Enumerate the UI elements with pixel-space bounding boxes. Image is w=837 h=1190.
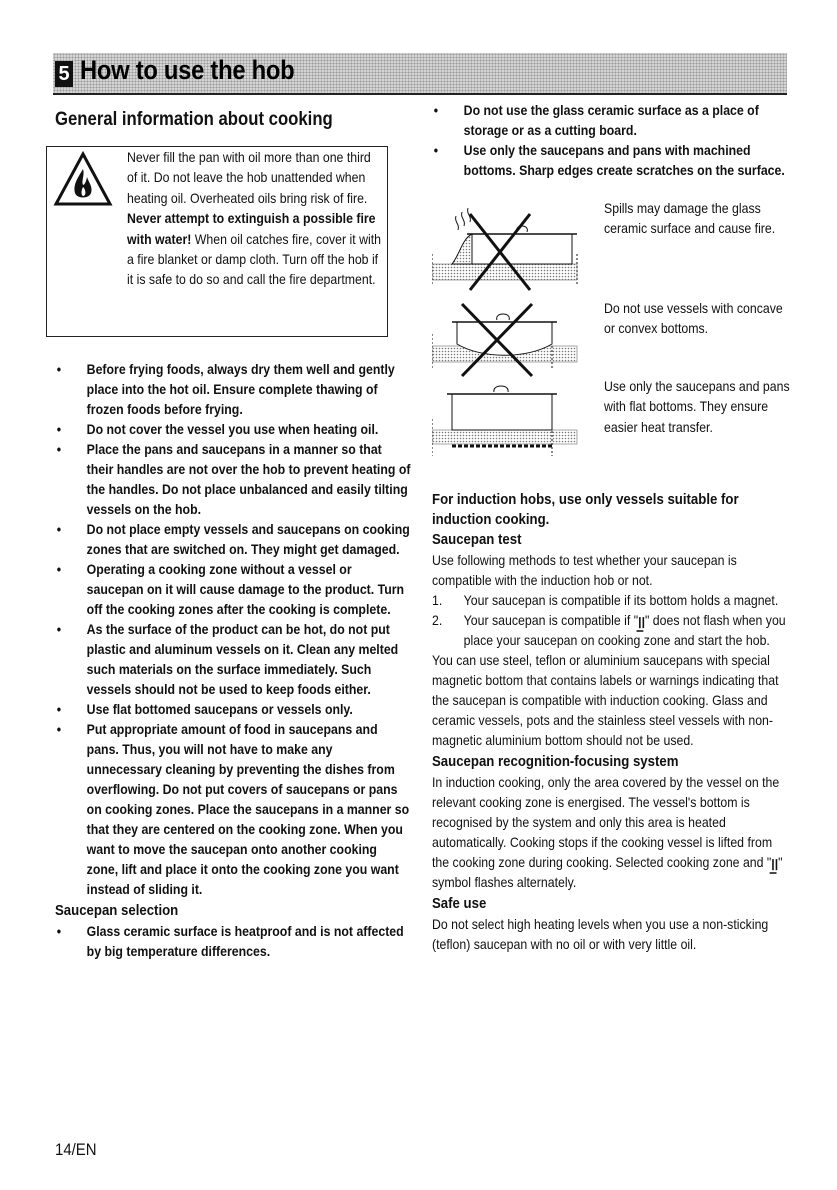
cooking-tips-list bbox=[55, 359, 411, 899]
spill-pan-icon bbox=[432, 208, 577, 290]
recognition-text-a: In induction cooking, only the area covered by the vessel on the relevant cooking zone is energised. The vessel's bottom is recognised by the system and only this area is heated automatically. Cooking stops if the cooking vessel is lifted from the cooking zone during cooking. Selected cooking zone and " bbox=[432, 774, 780, 870]
step-text: Your saucepan is compatible if its bottom holds a magnet. bbox=[463, 592, 779, 608]
induction-symbol-icon: ꞁ̲ꞁ bbox=[638, 612, 645, 628]
warning-text-b: When oil catches fire, cover it with a fire blanket or damp cloth. Turn off the hob if it is safe to do so and call the fire department. bbox=[127, 230, 382, 288]
list-item bbox=[432, 610, 789, 650]
induction-symbol-icon: ꞁ̲ꞁ bbox=[771, 854, 779, 870]
flat-pan-icon bbox=[432, 386, 577, 456]
general-info-heading: General information about cooking bbox=[55, 109, 333, 130]
right-column bbox=[432, 100, 788, 954]
list-item: • Do not use the glass ceramic surface as a place of storage or as a cutting board. bbox=[432, 100, 789, 140]
banner-divider bbox=[53, 93, 787, 95]
figure-caption-concave bbox=[604, 298, 794, 339]
saucepan-figures bbox=[432, 194, 788, 484]
caption-text: Do not use vessels with concave or convex bottoms. bbox=[604, 300, 783, 337]
saucepan-test-steps bbox=[432, 590, 789, 650]
list-item: • Put appropriate amount of food in saucepans and pans. Thus, you will not have to make any unnecessary cleaning by preventing the dishes from overflowing. Do not put covers of saucepans or pans on cooking zones. Place the saucepans in a manner so that they are centered on the cooking zone. When you want to move the saucepan onto another cooking zone, lift and place it onto the cooking zone you want instead of sliding it. bbox=[55, 719, 411, 899]
list-item bbox=[432, 590, 789, 610]
caption-text: Spills may damage the glass ceramic surface and cause fire. bbox=[604, 200, 776, 237]
list-item: • Use flat bottomed saucepans or vessels only. bbox=[55, 699, 411, 719]
compatibility-text: You can use steel, teflon or aluminium saucepans with special magnetic bottom that contains labels or warnings indicating that the saucepan is compatible with induction cooking. Glass and ceramic vessels, pots and the stainless steel vessels with non-magnetic aluminium bottom should not be used. bbox=[432, 652, 779, 748]
fire-warning-icon bbox=[53, 151, 113, 207]
saucepan-selection-heading: Saucepan selection bbox=[55, 902, 179, 919]
safe-use-heading: Safe use bbox=[432, 895, 487, 912]
left-column bbox=[55, 108, 410, 961]
saucepan-selection-list bbox=[55, 921, 411, 961]
list-item: • Before frying foods, always dry them well and gently place into the hot oil. Ensure complete thawing of frozen foods before frying. bbox=[55, 359, 411, 419]
list-item: • Glass ceramic surface is heatproof and is not affected by big temperature differences. bbox=[55, 921, 411, 961]
saucepan-test-heading: Saucepan test bbox=[432, 531, 522, 548]
list-item: • Place the pans and saucepans in a manner so that their handles are not over the hob to prevent heating of the handles. Do not place unbalanced and easily tilting vessels on the hob. bbox=[55, 439, 411, 519]
safe-use-text: Do not select high heating levels when you use a non-sticking (teflon) saucepan with no oil or with very little oil. bbox=[432, 916, 769, 952]
saucepan-illustrations bbox=[432, 194, 592, 474]
warning-text-a: Never fill the pan with oil more than one third of it. Do not leave the hob unattended when heating oil. Overheated oils bring risk of fire. bbox=[127, 149, 371, 206]
list-item: • Do not place empty vessels and saucepans on cooking zones that are switched on. They might get damaged. bbox=[55, 519, 411, 559]
list-item: • As the surface of the product can be hot, do not put plastic and aluminum vessels on it. Clean any melted such materials on the surface immediately. Such vessels should not be used to keep foods either. bbox=[55, 619, 411, 699]
step-number: 2. bbox=[432, 612, 443, 628]
induction-heading: For induction hobs, use only vessels suitable for induction cooking. bbox=[432, 491, 739, 528]
fire-warning-box bbox=[46, 146, 388, 337]
convex-pan-icon bbox=[432, 304, 577, 376]
list-item: • Operating a cooking zone without a vessel or saucepan on it will cause damage to the product. Turn off the cooking zones after the cooking is complete. bbox=[55, 559, 411, 619]
recognition-text-b: " symbol flashes alternately. bbox=[432, 854, 783, 890]
list-item: • Do not cover the vessel you use when heating oil. bbox=[55, 419, 411, 439]
step-text-b: " does not flash when you place your saucepan on cooking zone and start the hob. bbox=[463, 612, 786, 648]
recognition-heading: Saucepan recognition-focusing system bbox=[432, 753, 679, 770]
caption-text: Use only the saucepans and pans with flat bottoms. They ensure easier heat transfer. bbox=[604, 378, 790, 435]
figure-caption-flat bbox=[604, 376, 794, 437]
step-number: 1. bbox=[432, 592, 443, 608]
figure-caption-spills bbox=[604, 198, 794, 239]
warning-bold: Never attempt to extinguish a possible fire with water! bbox=[127, 210, 376, 247]
surface-tips-list bbox=[432, 100, 789, 180]
step-text-a: Your saucepan is compatible if " bbox=[463, 612, 639, 628]
section-number: 5 bbox=[55, 61, 73, 87]
saucepan-test-intro: Use following methods to test whether your saucepan is compatible with the induction hob or not. bbox=[432, 552, 737, 588]
recognition-text bbox=[432, 772, 789, 892]
page-number: 14/EN bbox=[55, 1140, 97, 1159]
fire-warning-text bbox=[127, 147, 387, 290]
list-item: • Use only the saucepans and pans with machined bottoms. Sharp edges create scratches on the surface. bbox=[432, 140, 789, 180]
section-title: How to use the hob bbox=[80, 55, 295, 85]
